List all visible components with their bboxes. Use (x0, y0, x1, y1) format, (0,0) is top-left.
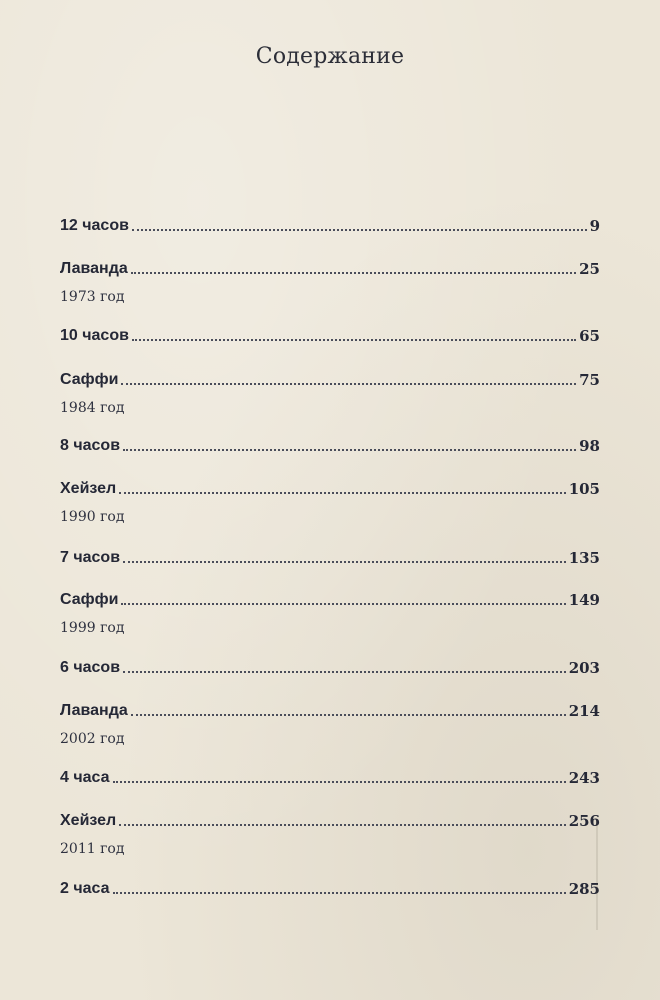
toc-entry-title: 12 часов (60, 217, 129, 234)
toc-entry-title: Лаванда (60, 702, 128, 719)
toc-entry-year: 1990 год (60, 509, 125, 525)
toc-entry (60, 322, 600, 346)
toc-entry (60, 586, 600, 610)
toc-entry (60, 255, 600, 279)
toc-entry-page: 135 (568, 549, 600, 567)
toc-entry (60, 807, 600, 831)
dot-leader (123, 561, 566, 563)
toc-entry-page: 149 (568, 591, 600, 609)
toc-entry-title: Лаванда (60, 260, 128, 277)
dot-leader (119, 492, 565, 494)
toc-entry-page: 75 (579, 371, 600, 389)
toc-entry-year: 2011 год (60, 841, 125, 857)
toc-entry (60, 764, 600, 788)
toc-entry (60, 697, 600, 721)
toc-entry-title: Хейзел (60, 480, 117, 497)
toc-entry (60, 654, 600, 678)
toc-entry-page: 285 (568, 880, 600, 898)
toc-entry-year: 1999 год (60, 620, 125, 636)
dot-leader (113, 892, 566, 894)
toc-entry-page: 9 (589, 217, 600, 235)
toc-entry (60, 432, 600, 456)
toc-entry-page: 243 (568, 769, 600, 787)
toc-entry (60, 875, 600, 899)
dot-leader (121, 383, 576, 385)
toc-entry-title: 8 часов (60, 437, 121, 454)
toc-entry-year: 1984 год (60, 400, 125, 416)
dot-leader (132, 339, 576, 341)
page-crease (596, 820, 598, 930)
toc-entry-page: 256 (568, 812, 600, 830)
dot-leader (131, 714, 566, 716)
toc-entry-year: 1973 год (60, 289, 125, 305)
toc-entry-title: Хейзел (60, 812, 117, 829)
dot-leader (123, 671, 566, 673)
toc-entry-title: Саффи (60, 371, 119, 388)
toc-entry-year: 2002 год (60, 731, 125, 747)
dot-leader (121, 603, 565, 605)
toc-entry (60, 475, 600, 499)
toc-entry (60, 366, 600, 390)
dot-leader (132, 229, 587, 231)
toc-entry-page: 214 (568, 702, 600, 720)
toc-entry-title: Саффи (60, 591, 119, 608)
page-title: Содержание (255, 44, 405, 69)
dot-leader (119, 824, 565, 826)
toc-entry-title: 7 часов (60, 549, 121, 566)
toc-entry-title: 4 часа (60, 769, 110, 786)
toc-entry-page: 203 (568, 659, 600, 677)
toc-entry (60, 212, 600, 236)
dot-leader (131, 272, 576, 274)
toc-entry-title: 6 часов (60, 659, 121, 676)
dot-leader (123, 449, 576, 451)
toc-entry (60, 544, 600, 568)
toc-entry-page: 65 (579, 327, 600, 345)
toc-entry-title: 2 часа (60, 880, 110, 897)
toc-entry-page: 98 (579, 437, 600, 455)
dot-leader (113, 781, 566, 783)
toc-entry-page: 105 (568, 480, 600, 498)
toc-entry-page: 25 (579, 260, 600, 278)
toc-entry-title: 10 часов (60, 327, 129, 344)
